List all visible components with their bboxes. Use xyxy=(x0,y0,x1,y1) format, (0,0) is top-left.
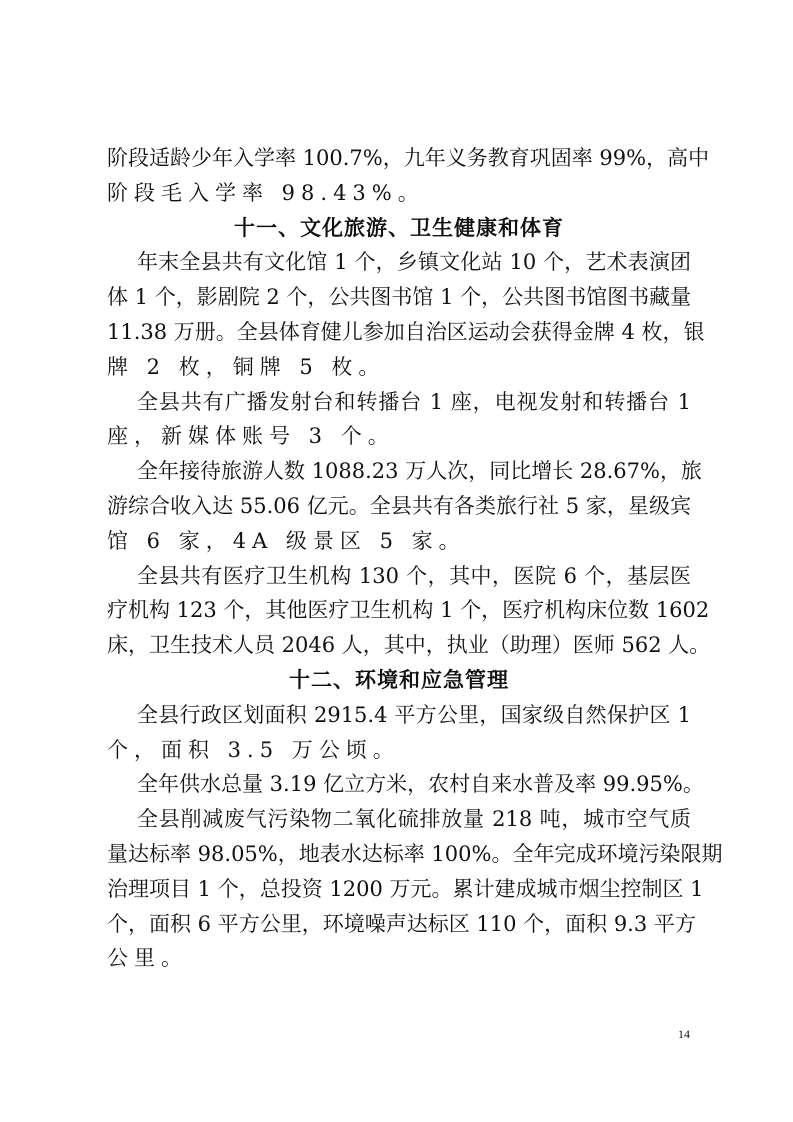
section-heading: 十一、文化旅游、卫生健康和体育 xyxy=(234,215,564,240)
text-line: 疗机构 123 个，其他医疗卫生机构 1 个，医疗机构床位数 1602 xyxy=(107,598,710,623)
text-line: 11.38 万册。全县体育健儿参加自治区运动会获得金牌 4 枚，银 xyxy=(107,319,705,344)
text-line: 床，卫生技术人员 2046 人，其中，执业（助理）医师 562 人。 xyxy=(107,633,711,658)
text-line: 全县削减废气污染物二氧化硫排放量 218 吨，城市空气质 xyxy=(137,807,691,832)
text-line: 治理项目 1 个，总投资 1200 万元。累计建成城市烟尘控制区 1 xyxy=(107,876,704,901)
text-line: 个，面积 6 平方公里，环境噪声达标区 110 个，面积 9.3 平方 xyxy=(107,911,696,936)
document-body xyxy=(107,141,723,976)
text-line: 阶段毛入学率 98.43%。 xyxy=(107,180,425,205)
text-line: 体 1 个，影剧院 2 个，公共图书馆 1 个，公共图书馆图书藏量 xyxy=(107,285,692,310)
text-line: 全县共有医疗卫生机构 130 个，其中，医院 6 个，基层医 xyxy=(137,563,691,588)
text-line: 公里。 xyxy=(107,946,188,971)
text-line: 全年供水总量 3.19 亿立方米，农村自来水普及率 99.95%。 xyxy=(137,772,704,797)
text-line: 阶段适龄少年入学率 100.7%，九年义务教育巩固率 99%，高中 xyxy=(107,146,710,170)
text-line: 全县行政区划面积 2915.4 平方公里，国家级自然保护区 1 xyxy=(137,702,691,727)
text-line: 游综合收入达 55.06 亿元。全县共有各类旅行社 5 家，星级宾 xyxy=(107,493,691,518)
page-number: 14 xyxy=(678,1027,690,1041)
text-line: 馆 6 家，4A 级景区 5 家。 xyxy=(107,528,466,553)
text-line: 个，面积 3.5 万公顷。 xyxy=(107,737,400,762)
text-line: 量达标率 98.05%，地表水达标率 100%。全年完成环境污染限期 xyxy=(107,841,723,866)
text-line: 全年接待旅游人数 1088.23 万人次，同比增长 28.67%，旅 xyxy=(137,459,702,484)
text-line: 全县共有广播发射台和转播台 1 座，电视发射和转播台 1 xyxy=(137,389,691,414)
section-heading: 十二、环境和应急管理 xyxy=(289,667,509,692)
text-line: 年末全县共有文化馆 1 个，乡镇文化站 10 个，艺术表演团 xyxy=(137,250,691,275)
text-line: 牌 2 枚，铜牌 5 枚。 xyxy=(107,354,386,379)
text-line: 座，新媒体账号 3 个。 xyxy=(107,424,395,449)
